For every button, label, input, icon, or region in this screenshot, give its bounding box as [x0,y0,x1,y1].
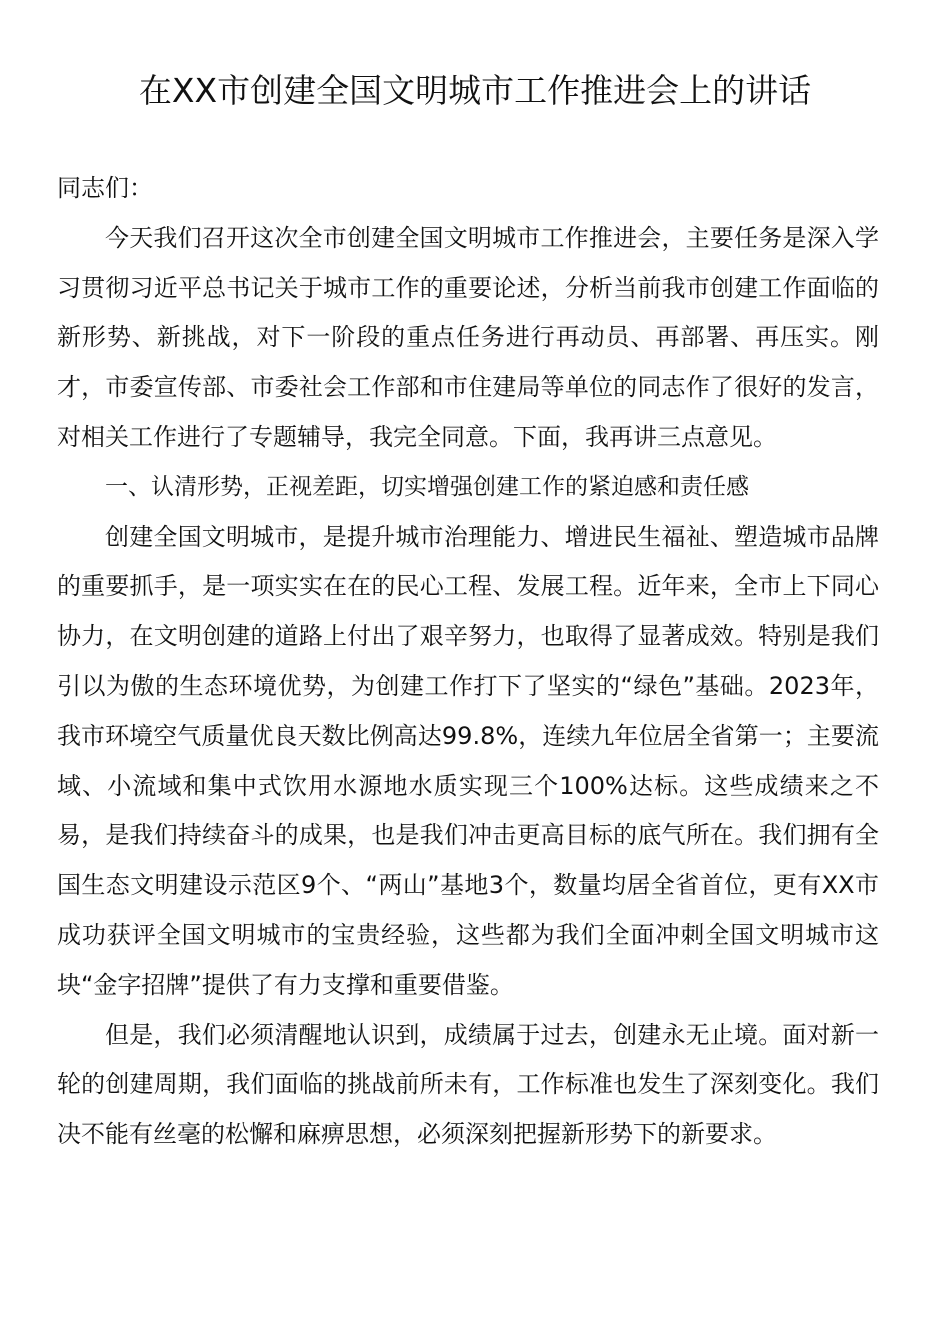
section-paragraph: 创建全国文明城市，是提升城市治理能力、增进民生福祉、塑造城市品牌的重要抓手，是一项实实在在的民心工程、发展工程。近年来，全市上下同心协力，在文明创建的道路上付出了艰辛努力，也取得了显著成效。特别是我们引以为傲的生态环境优势，为创建工作打下了坚实的“绿色”基础。2023年，我市环境空气质量优良天数比例高达99.8%，连续九年位居全省第一；主要流域、小流域和集中式饮用水源地水质实现三个100%达标。这些成绩来之不易，是我们持续奋斗的成果，也是我们冲击更高目标的底气所在。我们拥有全国生态文明建设示范区9个、“两山”基地3个，数量均居全省首位，更有XX市成功获评全国文明城市的宝贵经验，这些都为我们全面冲刺全国文明城市这块“金字招牌”提供了有力支撑和重要借鉴。 [57,522,879,999]
document-body [57,164,879,1160]
opening-paragraph: 今天我们召开这次全市创建全国文明城市工作推进会，主要任务是深入学习贯彻习近平总书记关于城市工作的重要论述，分析当前我市创建工作面临的新形势、新挑战，对下一阶段的重点任务进行再动员、再部署、再压实。刚才，市委宣传部、市委社会工作部和市住建局等单位的同志作了很好的发言，对相关工作进行了专题辅导，我完全同意。下面，我再讲三点意见。 [57,223,879,451]
document-title: 在XX市创建全国文明城市工作推进会上的讲话 [138,71,812,110]
salutation: 同志们： [57,174,153,202]
section-paragraph: 但是，我们必须清醒地认识到，成绩属于过去，创建永无止境。面对新一轮的创建周期，我们面临的挑战前所未有，工作标准也发生了深刻变化。我们决不能有丝毫的松懈和麻痹思想，必须深刻把握新形势下的新要求。 [57,1020,879,1149]
section-heading: 一、认清形势，正视差距，切实增强创建工作的紧迫感和责任感 [105,473,749,500]
